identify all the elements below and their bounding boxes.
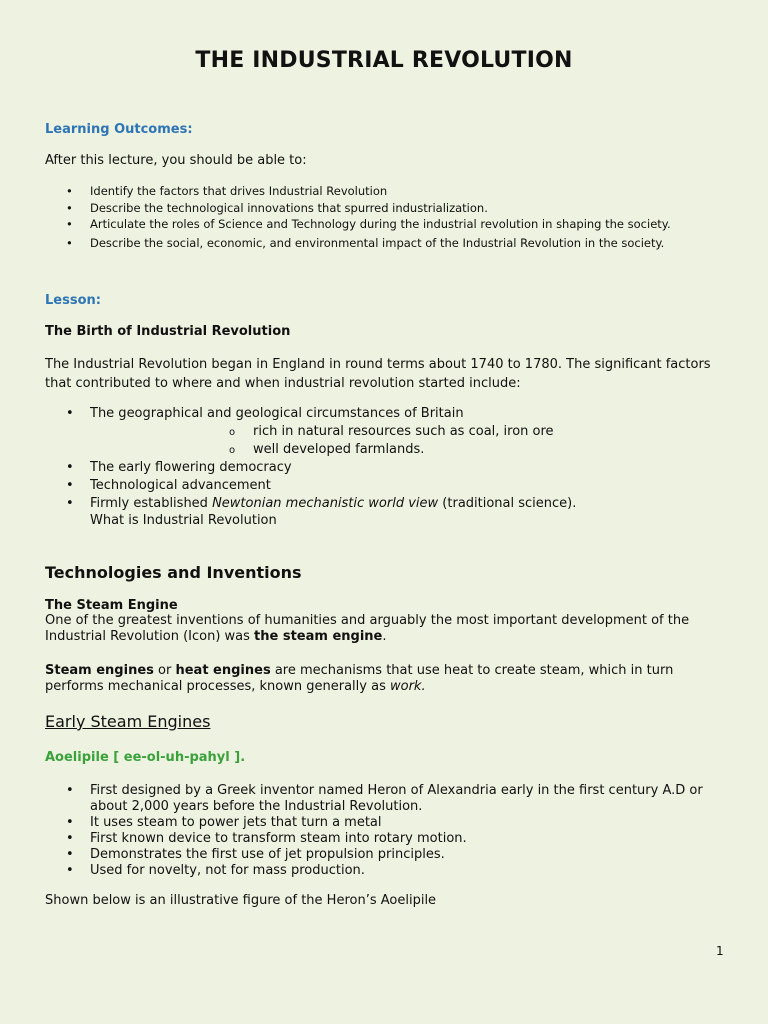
list-item: • First designed by a Greek inventor named Heron of Alexandria early in the first century A.D or about 2,000 years before the Industrial Revolution. [45, 783, 715, 815]
list-item: • Articulate the roles of Science and Technology during the industrial revolution in shaping the society. [45, 216, 745, 233]
list-item: • Technological advancement [45, 477, 725, 495]
list-item: • Identify the factors that drives Industrial Revolution [45, 183, 745, 200]
technologies-heading: Technologies and Inventions [45, 563, 302, 582]
steam-para-end: . [382, 629, 387, 644]
engines-paragraph [45, 663, 735, 695]
factors-list-continued [45, 459, 725, 513]
list-item: • Demonstrates the first use of jet propulsion principles. [45, 847, 715, 863]
steam-engine-heading: The Steam Engine [45, 598, 178, 613]
engines-bold-1: Steam engines [45, 663, 154, 678]
steam-engine-paragraph [45, 613, 735, 645]
engines-or: or [153, 663, 176, 678]
sub-list-item: o well developed farmlands. [229, 441, 729, 459]
factor-sublist [229, 423, 729, 459]
list-item: • Used for novelty, not for mass production. [45, 863, 715, 879]
list-item: • First known device to transform steam into rotary motion. [45, 831, 715, 847]
learning-outcomes-list [45, 183, 745, 251]
list-item: • It uses steam to power jets that turn a metal [45, 815, 715, 831]
list-item: • The early flowering democracy [45, 459, 725, 477]
early-steam-engines-heading: Early Steam Engines [45, 712, 211, 731]
factor4-emphasis: Newtonian mechanistic world view [212, 496, 439, 511]
aeolipile-heading: Aoelipile [ ee-ol-uh-pahyl ]. [45, 750, 246, 765]
steam-para-bold: the steam engine [254, 629, 383, 644]
steam-para-text: One of the greatest inventions of humanities and arguably the most important development of the Industrial Revolution (Icon) was [45, 613, 690, 644]
factor4-suffix: (traditional science). [438, 496, 577, 511]
list-item: • Describe the technological innovations that spurred industrialization. [45, 200, 745, 217]
sub-list-item: o rich in natural resources such as coal, iron ore [229, 423, 729, 441]
learning-intro: After this lecture, you should be able to: [45, 153, 307, 168]
document-title: THE INDUSTRIAL REVOLUTION [195, 48, 573, 73]
page-number: 1 [716, 944, 724, 958]
list-item: • The geographical and geological circumstances of Britain [45, 405, 725, 423]
aeolipile-list [45, 783, 715, 879]
figure-caption-intro: Shown below is an illustrative figure of the Heron’s Aoelipile [45, 893, 437, 908]
list-item [45, 495, 725, 513]
lesson-heading: Lesson: [45, 293, 101, 308]
list-item: • Describe the social, economic, and environmental impact of the Industrial Revolution in the society. [45, 235, 745, 252]
learning-outcomes-heading: Learning Outcomes: [45, 122, 193, 137]
engines-bold-2: heat engines [175, 663, 271, 678]
lesson-subheading: The Birth of Industrial Revolution [45, 324, 291, 339]
engines-text: are mechanisms that use heat to create steam, which in turn performs mechanical processes, known generally as [45, 663, 674, 694]
engines-emphasis: work. [389, 679, 426, 694]
factor4-prefix: Firmly established [90, 496, 213, 511]
lesson-paragraph: The Industrial Revolution began in England in round terms about 1740 to 1780. The significant factors that contributed to where and when industrial revolution started include: [45, 357, 711, 391]
what-is-text: What is Industrial Revolution [90, 513, 277, 528]
factors-list [45, 405, 725, 423]
